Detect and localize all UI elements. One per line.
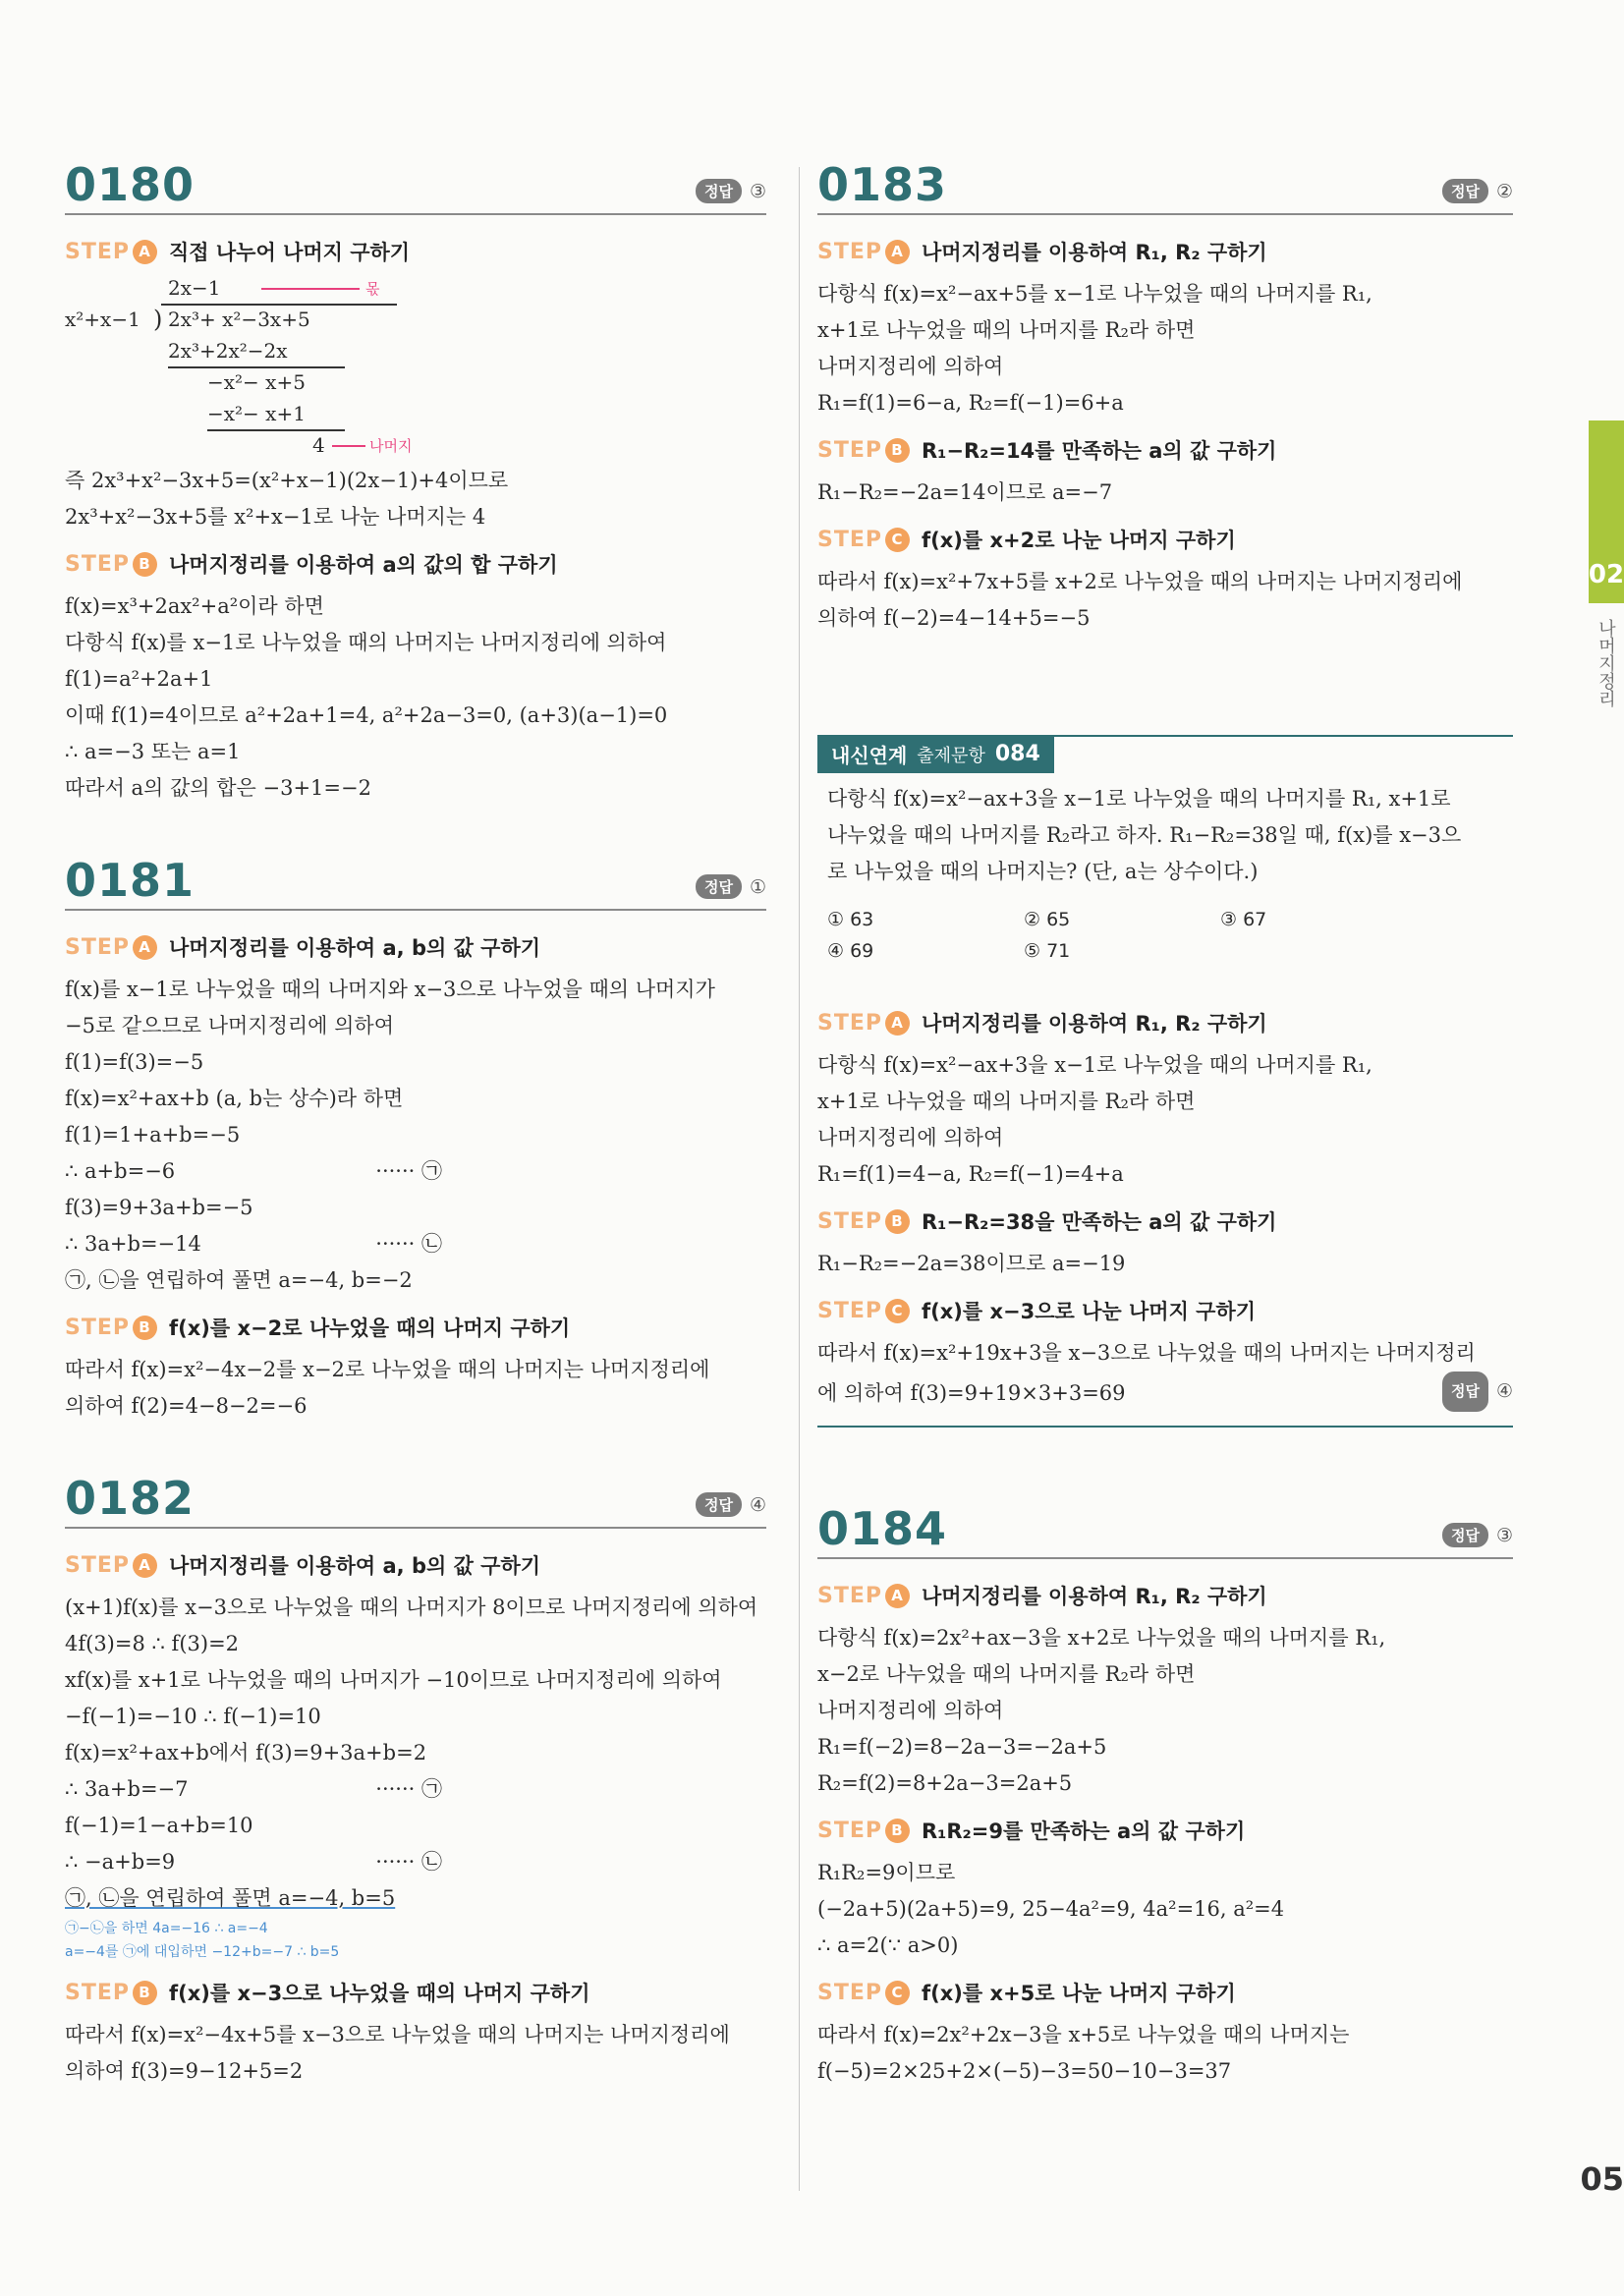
- choice: ② 65: [1024, 909, 1071, 930]
- step-title: 나머지정리를 이용하여 a, b의 값 구하기: [169, 936, 541, 960]
- related-problem-box: [817, 735, 1513, 1428]
- step-b: [65, 1313, 766, 1342]
- answer-value: ④: [749, 1493, 766, 1516]
- answer-badge: 정답: [696, 179, 742, 203]
- solution-line: 따라서 f(x)=x²−4x+5를 x−3으로 나누었을 때의 나머지는 나머지정리에: [65, 2023, 730, 2046]
- solution-line: x−2로 나누었을 때의 나머지를 R₂라 하면: [817, 1662, 1196, 1686]
- step-title: 나머지정리를 이용하여 a의 값의 합 구하기: [169, 553, 558, 577]
- problem-0181: [65, 854, 766, 1425]
- solution-line: f(−5)=2×25+2×(−5)−3=50−10−3=37: [817, 2059, 1232, 2083]
- step-title: f(x)를 x−3으로 나누었을 때의 나머지 구하기: [169, 1982, 590, 2005]
- problem-header: [65, 854, 766, 911]
- answer-badge: 정답: [696, 874, 742, 899]
- chapter-title: 나머지정리: [1596, 619, 1616, 707]
- step-label: STEP: [65, 1552, 131, 1578]
- problem-number: 0183: [817, 158, 948, 211]
- division-rule: [168, 366, 345, 368]
- equation: ∴ −a+b=9: [65, 1850, 176, 1874]
- solution-line: 의하여 f(2)=4−8−2=−6: [65, 1394, 308, 1418]
- step-label: STEP: [817, 1980, 883, 2005]
- step-tag: [817, 528, 910, 552]
- page-number: 05: [1580, 2160, 1624, 2198]
- choice: ③ 67: [1220, 909, 1267, 930]
- answer-value: ③: [1495, 1524, 1513, 1546]
- solution-line: f(x)=x³+2ax²+a²이라 하면: [65, 594, 324, 618]
- step-title: 나머지정리를 이용하여 R₁, R₂ 구하기: [922, 1012, 1267, 1036]
- division-divisor: x²+x−1: [65, 308, 140, 331]
- step-a: [65, 1550, 766, 1580]
- answer-value: ①: [749, 875, 766, 898]
- step-title: 나머지정리를 이용하여 R₁, R₂ 구하기: [922, 241, 1267, 264]
- step-label: STEP: [817, 239, 883, 264]
- solution-line: ∴ a=−3 또는 a=1: [65, 740, 241, 763]
- solution-line: 즉 2x³+x²−3x+5=(x²+x−1)(2x−1)+4이므로: [65, 469, 509, 492]
- problem-0183: [817, 158, 1513, 637]
- problem-number: 0181: [65, 854, 196, 907]
- step-a: [817, 1581, 1513, 1610]
- problem-header: [65, 158, 766, 215]
- answer: [696, 1492, 766, 1517]
- step-a: [817, 1008, 1513, 1037]
- solution-line: xf(x)를 x+1로 나누었을 때의 나머지가 −10이므로 나머지정리에 의하여: [65, 1668, 722, 1692]
- step-title: R₁R₂=9를 만족하는 a의 값 구하기: [922, 1820, 1246, 1843]
- step-b: [65, 549, 766, 579]
- step-letter-icon: B: [133, 1981, 157, 2005]
- problem-number: 0180: [65, 158, 196, 211]
- solution-line: R₂=f(2)=8+2a−3=2a+5: [817, 1771, 1073, 1795]
- step-tag: [65, 1316, 157, 1340]
- equation: ∴ 3a+b=−7: [65, 1777, 189, 1801]
- solution-line: f(1)=f(3)=−5: [65, 1050, 204, 1074]
- problem-0182: [65, 1472, 766, 2090]
- solution-line: 다항식 f(x)=2x²+ax−3을 x+2로 나누었을 때의 나머지를 R₁,: [817, 1626, 1386, 1650]
- step-letter-icon: C: [885, 528, 910, 552]
- solution-line: 2x³+x²−3x+5를 x²+x−1로 나눈 나머지는 4: [65, 505, 486, 529]
- step-tag: [65, 1553, 157, 1578]
- step-letter-icon: B: [885, 1819, 910, 1843]
- solution-line: 따라서 f(x)=x²+19x+3을 x−3으로 나누었을 때의 나머지는 나머지정리: [817, 1341, 1476, 1365]
- step-label: STEP: [817, 1010, 883, 1036]
- arrow-icon: [332, 445, 365, 447]
- solution-line: R₁R₂=9이므로: [817, 1861, 956, 1884]
- solution-line: [65, 1226, 766, 1262]
- arrow-icon: [261, 288, 360, 290]
- solution-line: R₁=f(1)=4−a, R₂=f(−1)=4+a: [817, 1162, 1124, 1186]
- problem-0180: [65, 158, 766, 807]
- step-title: 직접 나누어 나머지 구하기: [169, 241, 411, 264]
- solution-line: R₁=f(1)=6−a, R₂=f(−1)=6+a: [817, 391, 1124, 415]
- solution-line: 다항식 f(x)=x²−ax+5를 x−1로 나누었을 때의 나머지를 R₁,: [817, 282, 1372, 306]
- problem-header: [817, 1502, 1513, 1559]
- step-label: STEP: [65, 934, 131, 960]
- step-letter-icon: B: [885, 438, 910, 463]
- step-label: STEP: [817, 1818, 883, 1843]
- equation-marker: ······ ㉡: [375, 1232, 442, 1256]
- step-title: R₁−R₂=14를 만족하는 a의 값 구하기: [922, 439, 1277, 463]
- solution-line: x+1로 나누었을 때의 나머지를 R₂라 하면: [817, 318, 1196, 342]
- step-label: STEP: [65, 1980, 131, 2005]
- step-tag: [65, 552, 157, 577]
- answer-badge: 정답: [1442, 1372, 1488, 1412]
- step-title: R₁−R₂=38을 만족하는 a의 값 구하기: [922, 1210, 1277, 1234]
- solution-line: R₁−R₂=−2a=38이므로 a=−19: [817, 1252, 1126, 1275]
- step-letter-icon: A: [133, 935, 157, 960]
- step-label: STEP: [817, 1208, 883, 1234]
- question-line: 나누었을 때의 나머지를 R₂라고 하자. R₁−R₂=38일 때, f(x)를 x−3으: [827, 823, 1462, 847]
- step-title: f(x)를 x−3으로 나눈 나머지 구하기: [922, 1300, 1257, 1323]
- step-tag: [817, 1209, 910, 1234]
- quotient-label: 몫: [365, 280, 380, 298]
- step-b: [817, 1206, 1513, 1236]
- step-tag: [817, 438, 910, 463]
- answer: [696, 179, 766, 203]
- solution-line: f(x)를 x−1로 나누었을 때의 나머지와 x−3으로 나누었을 때의 나머지가: [65, 978, 715, 1001]
- step-tag: [65, 240, 157, 264]
- answer-badge: 정답: [696, 1492, 742, 1517]
- step-label: STEP: [817, 1583, 883, 1608]
- related-badge: [817, 735, 1054, 773]
- step-tag: [65, 935, 157, 960]
- step-title: f(x)를 x−2로 나누었을 때의 나머지 구하기: [169, 1316, 571, 1340]
- answer: [1442, 1523, 1513, 1547]
- remainder-label: 나머지: [369, 437, 413, 455]
- solution-line: f(3)=9+3a+b=−5: [65, 1196, 253, 1219]
- step-letter-icon: A: [885, 1011, 910, 1036]
- solution-line: [65, 1771, 766, 1808]
- step-letter-icon: B: [133, 1316, 157, 1340]
- long-division: [65, 276, 766, 463]
- related-subtitle: 출제문항: [917, 745, 985, 766]
- step-tag: [817, 1299, 910, 1323]
- division-remainder: 4: [312, 433, 325, 457]
- answer-badge: 정답: [1442, 179, 1488, 203]
- solution-line: 따라서 f(x)=x²+7x+5를 x+2로 나누었을 때의 나머지는 나머지정리에: [817, 570, 1463, 593]
- step-b: [817, 1816, 1513, 1845]
- step-a: [65, 237, 766, 266]
- related-title: 내신연계: [831, 744, 908, 767]
- solution-line: 따라서 a의 값의 합은 −3+1=−2: [65, 776, 371, 800]
- solution-line: f(−1)=1−a+b=10: [65, 1814, 253, 1837]
- solution-line: R₁=f(−2)=8−2a−3=−2a+5: [817, 1735, 1107, 1759]
- solution-line: 이때 f(1)=4이므로 a²+2a+1=4, a²+2a−3=0, (a+3)(a−1)=0: [65, 703, 668, 727]
- solution-line: f(1)=1+a+b=−5: [65, 1123, 241, 1147]
- step-tag: [817, 1011, 910, 1036]
- step-a: [65, 932, 766, 962]
- step-tag: [817, 1981, 910, 2005]
- step-a: [817, 237, 1513, 266]
- solution-line: ㉠, ㉡을 연립하여 풀면 a=−4, b=5: [65, 1886, 396, 1910]
- solution-line: f(x)=x²+ax+b (a, b는 상수)라 하면: [65, 1087, 404, 1110]
- solution-line: [817, 1372, 1513, 1428]
- step-title: 나머지정리를 이용하여 R₁, R₂ 구하기: [922, 1585, 1267, 1608]
- equation-marker: ······ ㉠: [375, 1777, 442, 1801]
- division-rule: [207, 429, 345, 431]
- division-row: 2x³+2x²−2x: [168, 339, 288, 363]
- problem-number: 0182: [65, 1472, 196, 1525]
- step-label: STEP: [65, 1315, 131, 1340]
- solution-line: f(x)=x²+ax+b에서 f(3)=9+3a+b=2: [65, 1741, 427, 1764]
- step-label: STEP: [65, 239, 131, 264]
- solution-line: 나머지정리에 의하여: [817, 1699, 1004, 1722]
- solution-line: x+1로 나누었을 때의 나머지를 R₂라 하면: [817, 1090, 1196, 1113]
- solution-line: (−2a+5)(2a+5)=9, 25−4a²=9, 4a²=16, a²=4: [817, 1897, 1285, 1921]
- step-letter-icon: A: [133, 1553, 157, 1578]
- solution-line: (x+1)f(x)를 x−3으로 나누었을 때의 나머지가 8이므로 나머지정리에 의하여: [65, 1596, 758, 1619]
- problem-header: [65, 1472, 766, 1529]
- step-letter-icon: C: [885, 1299, 910, 1323]
- related-number: 084: [994, 742, 1040, 766]
- solution-line: 4f(3)=8 ∴ f(3)=2: [65, 1632, 240, 1655]
- related-question: [817, 773, 1513, 975]
- answer-badge: 정답: [1442, 1523, 1488, 1547]
- question-line: 다항식 f(x)=x²−ax+3을 x−1로 나누었을 때의 나머지를 R₁, x+1로: [827, 787, 1451, 811]
- solution-line: ㉠, ㉡을 연립하여 풀면 a=−4, b=−2: [65, 1268, 413, 1292]
- column-divider: [799, 167, 800, 2191]
- step-letter-icon: A: [885, 240, 910, 264]
- solution-line: 다항식 f(x)를 x−1로 나누었을 때의 나머지는 나머지정리에 의하여: [65, 631, 667, 654]
- question-line: 로 나누었을 때의 나머지는? (단, a는 상수이다.): [827, 860, 1259, 883]
- side-note: a=−4를 ㉠에 대입하면 −12+b=−7 ∴ b=5: [65, 1944, 340, 1960]
- solution-line: −f(−1)=−10 ∴ f(−1)=10: [65, 1705, 321, 1728]
- problem-number: 0184: [817, 1502, 948, 1555]
- step-b: [65, 1978, 766, 2007]
- step-tag: [817, 1584, 910, 1608]
- step-letter-icon: A: [133, 240, 157, 264]
- choice-list: [827, 904, 1503, 967]
- choice: ⑤ 71: [1024, 940, 1071, 962]
- choice: ① 63: [827, 909, 874, 930]
- side-note: ㉠−㉡을 하면 4a=−16 ∴ a=−4: [65, 1921, 268, 1936]
- answer-value: ④: [1495, 1380, 1513, 1402]
- step-c: [817, 1978, 1513, 2007]
- step-letter-icon: C: [885, 1981, 910, 2005]
- solution-line: [65, 1153, 766, 1190]
- step-b: [817, 435, 1513, 465]
- left-column: [65, 158, 766, 2090]
- answer: [1442, 1372, 1513, 1412]
- step-tag: [817, 1819, 910, 1843]
- choice: ④ 69: [827, 940, 874, 962]
- division-row: −x²− x+5: [207, 370, 306, 394]
- step-label: STEP: [817, 437, 883, 463]
- step-label: STEP: [817, 1298, 883, 1323]
- step-title: f(x)를 x+2로 나눈 나머지 구하기: [922, 529, 1236, 552]
- step-title: f(x)를 x+5로 나눈 나머지 구하기: [922, 1982, 1236, 2005]
- division-quotient: 2x−1: [168, 276, 221, 300]
- solution-line: 의하여 f(3)=9−12+5=2: [65, 2059, 304, 2083]
- step-label: STEP: [65, 551, 131, 577]
- solution-line: 따라서 f(x)=2x²+2x−3을 x+5로 나누었을 때의 나머지는: [817, 2023, 1350, 2046]
- solution-line: [65, 1844, 766, 1880]
- problem-0184: [817, 1502, 1513, 2090]
- solution-line: 따라서 f(x)=x²−4x−2를 x−2로 나누었을 때의 나머지는 나머지정리에: [65, 1358, 710, 1381]
- final-equation: 에 의하여 f(3)=9+19×3+3=69: [817, 1381, 1126, 1405]
- step-title: 나머지정리를 이용하여 a, b의 값 구하기: [169, 1554, 541, 1578]
- step-letter-icon: B: [885, 1209, 910, 1234]
- chapter-tab: 02: [1589, 420, 1624, 603]
- division-dividend: 2x³+ x²−3x+5: [168, 308, 310, 331]
- solution-line: f(1)=a²+2a+1: [65, 667, 213, 691]
- answer: [1442, 179, 1513, 203]
- step-c: [817, 525, 1513, 554]
- solution-line: 나머지정리에 의하여: [817, 355, 1004, 378]
- solution-line: R₁−R₂=−2a=14이므로 a=−7: [817, 480, 1113, 504]
- answer-value: ③: [749, 180, 766, 202]
- equation-marker: ······ ㉡: [375, 1850, 442, 1874]
- solution-line: 다항식 f(x)=x²−ax+3을 x−1로 나누었을 때의 나머지를 R₁,: [817, 1053, 1372, 1077]
- solution-line: ∴ a=2(∵ a>0): [817, 1933, 959, 1957]
- related-solution: [817, 1008, 1513, 1428]
- step-c: [817, 1296, 1513, 1325]
- division-row: −x²− x+1: [207, 402, 306, 425]
- equation-marker: ······ ㉠: [375, 1159, 442, 1183]
- equation: ∴ a+b=−6: [65, 1159, 176, 1183]
- step-letter-icon: A: [885, 1584, 910, 1608]
- step-tag: [817, 240, 910, 264]
- answer-value: ②: [1495, 180, 1513, 202]
- step-label: STEP: [817, 527, 883, 552]
- division-bracket: ): [153, 306, 163, 333]
- equation: ∴ 3a+b=−14: [65, 1232, 201, 1256]
- step-tag: [65, 1981, 157, 2005]
- right-column: [817, 158, 1513, 2090]
- solution-line: −5로 같으므로 나머지정리에 의하여: [65, 1014, 394, 1037]
- solution-line: 나머지정리에 의하여: [817, 1126, 1004, 1149]
- solution-line: 의하여 f(−2)=4−14+5=−5: [817, 606, 1091, 630]
- step-letter-icon: B: [133, 552, 157, 577]
- division-bar: [161, 304, 397, 306]
- problem-header: [817, 158, 1513, 215]
- answer: [696, 874, 766, 899]
